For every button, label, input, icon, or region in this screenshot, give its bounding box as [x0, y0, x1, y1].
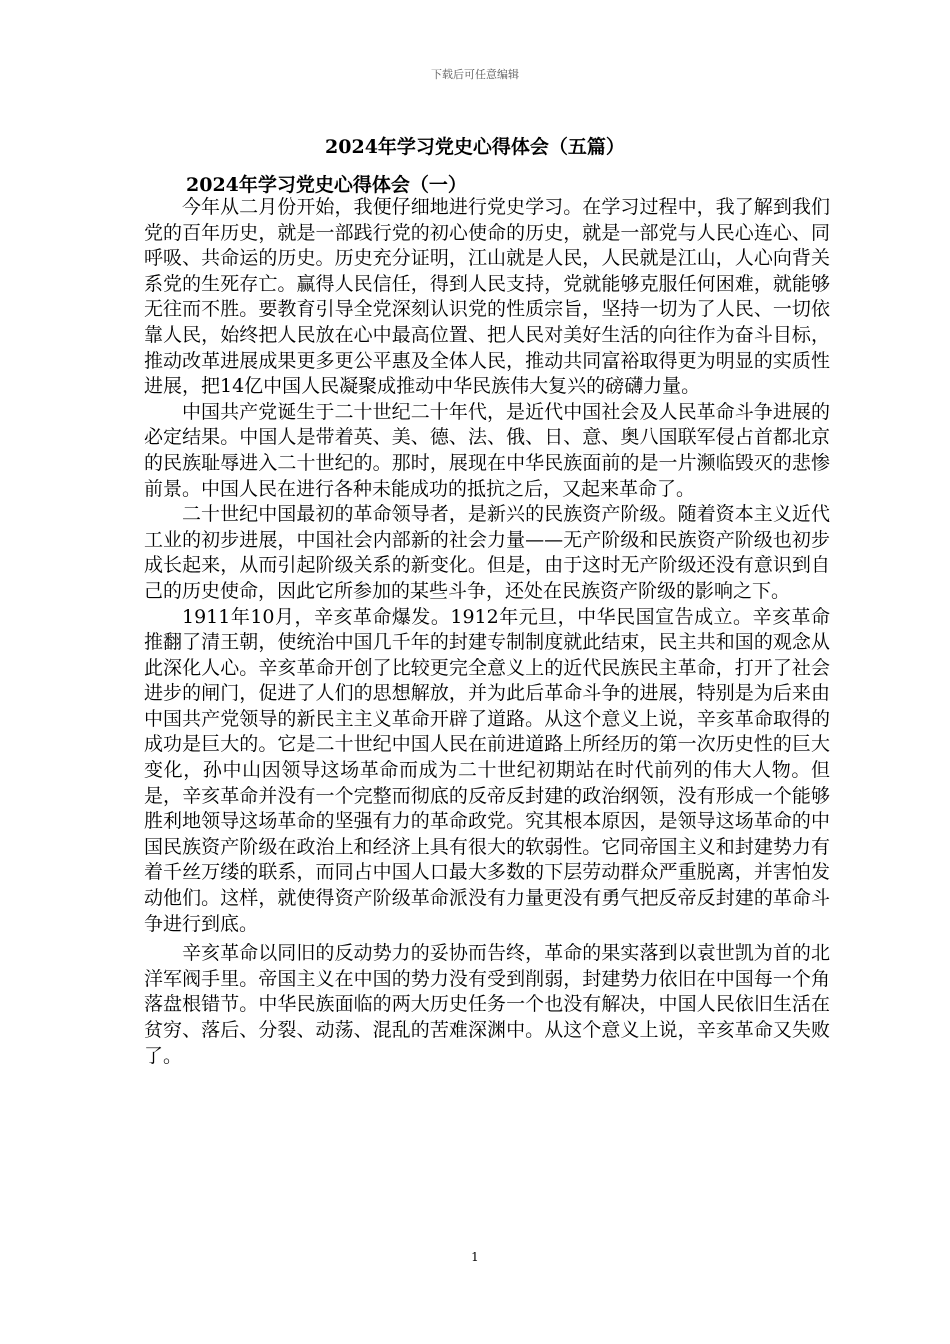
- page-number: 1: [471, 1250, 479, 1264]
- paragraph-3: 二十世纪中国最初的革命领导者，是新兴的民族资产阶级。随着资本主义近代工业的初步进展，中国社会内部新的社会力量——无产阶级和民族资产阶级也初步成长起来，从而引起阶级关系的新变化。但是，由于这时无产阶级还没有意识到自己的历史使命，因此它所参加的某些斗争，还处在民族资产阶级的影响之下。: [144, 503, 830, 602]
- document-title: 2024年学习党史心得体会（五篇）: [325, 136, 625, 158]
- body-text: [144, 195, 830, 1069]
- paragraph-2: 中国共产党诞生于二十世纪二十年代，是近代中国社会及人民革命斗争进展的必定结果。中国人是带着英、美、德、法、俄、日、意、奥八国联军侵占首都北京的民族耻辱进入二十世纪的。那时，展现在中华民族面前的是一片濒临毁灭的悲惨前景。中国人民在进行各种未能成功的抵抗之后，又起来革命了。: [144, 400, 830, 500]
- paragraph-4: 1911年10月，辛亥革命爆发。1912年元旦，中华民国宣告成立。辛亥革命推翻了清王朝，使统治中国几千年的封建专制制度就此结束，民主共和国的观念从此深化人心。辛亥革命开创了比较更完全意义上的近代民族民主革命，打开了社会进步的闸门，促进了人们的思想解放，并为此后革命斗争的进展，特别是为后来由中国共产党领导的新民主主义革命开辟了道路。从这个意义上说，辛亥革命取得的成功是巨大的。它是二十世纪中国人民在前进道路上所经历的第一次历史性的巨大变化，孙中山因领导这场革命而成为二十世纪初期站在时代前列的伟大人物。但是，辛亥革命并没有一个完整而彻底的反帝反封建的政治纲领，没有形成一个能够胜利地领导这场革命的坚强有力的革命政党。究其根本原因，是领导这场革命的中国民族资产阶级在政治上和经济上具有很大的软弱性。它同帝国主义和封建势力有着千丝万缕的联系，而同占中国人口最大多数的下层劳动群众严重脱离，并害怕发动他们。这样，就使得资产阶级革命派没有力量更没有勇气把反帝反封建的革命斗争进行到底。: [144, 605, 830, 935]
- paragraph-1: 今年从二月份开始，我便仔细地进行党史学习。在学习过程中，我了解到我们党的百年历史，就是一部践行党的初心使命的历史，就是一部党与人民心连心、同呼吸、共命运的历史。历史充分证明，江山就是人民，人民就是江山，人心向背关系党的生死存亡。赢得人民信任，得到人民支持，党就能够克服任何困难，就能够无往而不胜。要教育引导全党深刻认识党的性质宗旨，坚持一切为了人民、一切依靠人民，始终把人民放在心中最高位置、把人民对美好生活的向往作为奋斗目标，推动改革进展成果更多更公平惠及全体人民，推动共同富裕取得更为明显的实质性进展，把14亿中国人民凝聚成推动中华民族伟大复兴的磅礴力量。: [144, 196, 830, 398]
- section-title: 2024年学习党史心得体会（一）: [186, 174, 467, 196]
- paragraph-5: 辛亥革命以同旧的反动势力的妥协而告终，革命的果实落到以袁世凯为首的北洋军阀手里。帝国主义在中国的势力没有受到削弱，封建势力依旧在中国每一个角落盘根错节。中华民族面临的两大历史任务一个也没有解决，中国人民依旧生活在贫穷、落后、分裂、动荡、混乱的苦难深渊中。从这个意义上说，辛亥革命又失败了。: [144, 942, 830, 1067]
- header-note: 下载后可任意编辑: [431, 68, 519, 81]
